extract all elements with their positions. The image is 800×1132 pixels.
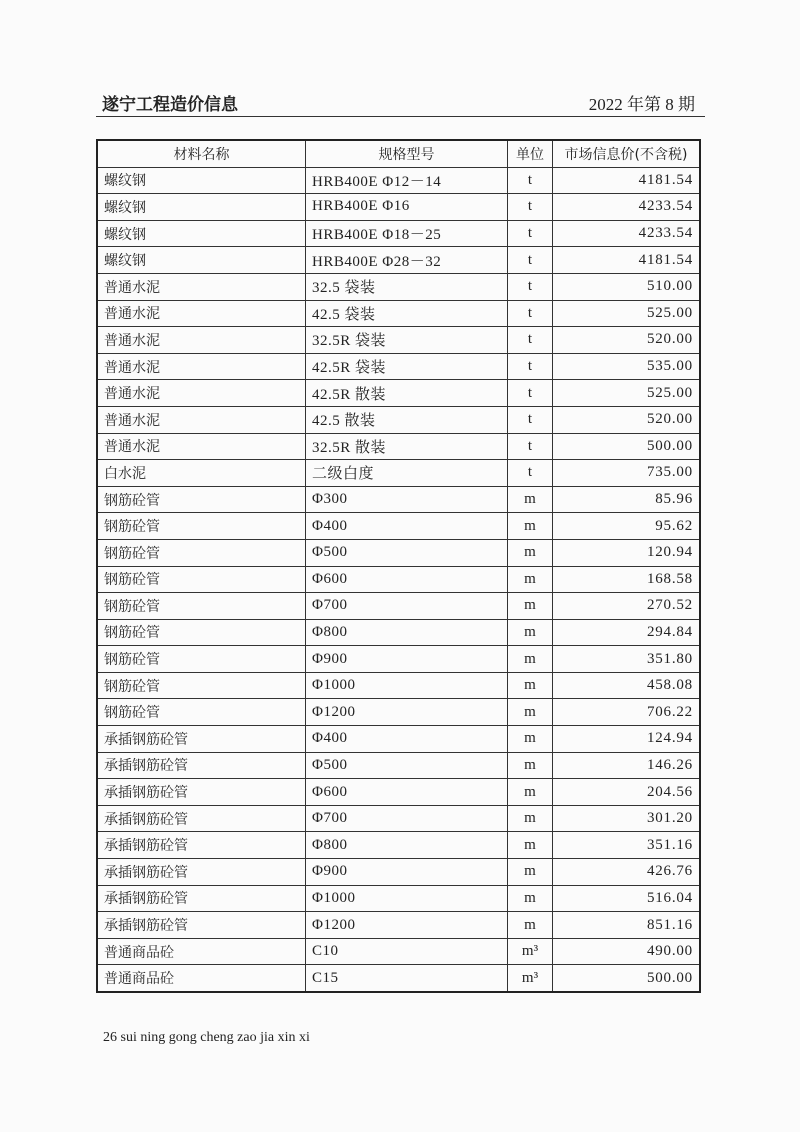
material-name-cell: 普通商品砼 [97, 938, 306, 965]
table-row [97, 832, 700, 859]
table-row [97, 779, 700, 806]
unit-cell: m [508, 859, 553, 886]
material-name-cell: 钢筋砼管 [97, 672, 306, 699]
material-name-cell: 钢筋砼管 [97, 513, 306, 540]
table-row [97, 539, 700, 566]
price-cell: 85.96 [553, 486, 701, 513]
table-row [97, 593, 700, 620]
table-row [97, 566, 700, 593]
specification-cell: Φ1000 [306, 672, 508, 699]
price-cell: 146.26 [553, 752, 701, 779]
unit-cell: m [508, 752, 553, 779]
material-name-cell: 钢筋砼管 [97, 593, 306, 620]
unit-cell: m [508, 726, 553, 753]
unit-cell: t [508, 167, 553, 194]
specification-cell: Φ500 [306, 752, 508, 779]
price-cell: 500.00 [553, 965, 701, 992]
material-name-cell: 承插钢筋砼管 [97, 779, 306, 806]
material-price-table [96, 139, 701, 993]
unit-cell: m [508, 779, 553, 806]
specification-cell: Φ500 [306, 539, 508, 566]
table-row [97, 672, 700, 699]
specification-cell: 32.5R 散装 [306, 433, 508, 460]
table-header [97, 140, 700, 167]
material-name-cell: 承插钢筋砼管 [97, 859, 306, 886]
table-row [97, 938, 700, 965]
material-name-cell: 承插钢筋砼管 [97, 885, 306, 912]
material-name-cell: 螺纹钢 [97, 247, 306, 274]
unit-cell: t [508, 273, 553, 300]
price-cell: 4181.54 [553, 167, 701, 194]
unit-cell: t [508, 220, 553, 247]
material-name-cell: 钢筋砼管 [97, 486, 306, 513]
specification-cell: Φ1200 [306, 699, 508, 726]
material-name-cell: 白水泥 [97, 460, 306, 487]
material-name-cell: 钢筋砼管 [97, 619, 306, 646]
table-row [97, 699, 700, 726]
specification-cell: 42.5 散装 [306, 406, 508, 433]
price-cell: 500.00 [553, 433, 701, 460]
unit-cell: m [508, 699, 553, 726]
unit-cell: t [508, 460, 553, 487]
specification-cell: 42.5R 袋装 [306, 353, 508, 380]
price-cell: 351.80 [553, 646, 701, 673]
unit-cell: m [508, 912, 553, 939]
page-footer: 26 sui ning gong cheng zao jia xin xi [103, 1030, 310, 1045]
table-row [97, 380, 700, 407]
specification-cell: HRB400E Φ18－25 [306, 220, 508, 247]
table-row [97, 885, 700, 912]
table-row [97, 912, 700, 939]
price-cell: 706.22 [553, 699, 701, 726]
table-row [97, 327, 700, 354]
specification-cell: Φ400 [306, 726, 508, 753]
specification-cell: Φ800 [306, 832, 508, 859]
material-name-cell: 普通水泥 [97, 327, 306, 354]
unit-cell: t [508, 194, 553, 221]
unit-cell: m [508, 566, 553, 593]
table-row [97, 433, 700, 460]
table-row [97, 752, 700, 779]
column-header-material-name: 材料名称 [97, 140, 306, 167]
table-row [97, 247, 700, 274]
price-cell: 520.00 [553, 327, 701, 354]
unit-cell: m [508, 486, 553, 513]
specification-cell: Φ600 [306, 566, 508, 593]
table-row [97, 406, 700, 433]
material-name-cell: 承插钢筋砼管 [97, 726, 306, 753]
unit-cell: m [508, 805, 553, 832]
price-cell: 520.00 [553, 406, 701, 433]
table-row [97, 353, 700, 380]
table-row [97, 726, 700, 753]
header-divider [96, 116, 705, 117]
unit-cell: m [508, 539, 553, 566]
material-name-cell: 承插钢筋砼管 [97, 805, 306, 832]
unit-cell: t [508, 433, 553, 460]
publication-title: 遂宁工程造价信息 [102, 95, 238, 115]
unit-cell: t [508, 353, 553, 380]
specification-cell: Φ300 [306, 486, 508, 513]
unit-cell: m [508, 672, 553, 699]
price-cell: 510.00 [553, 273, 701, 300]
unit-cell: t [508, 406, 553, 433]
column-header-price: 市场信息价(不含税) [553, 140, 701, 167]
price-cell: 851.16 [553, 912, 701, 939]
material-name-cell: 钢筋砼管 [97, 699, 306, 726]
price-cell: 4233.54 [553, 220, 701, 247]
price-cell: 270.52 [553, 593, 701, 620]
material-name-cell: 普通水泥 [97, 433, 306, 460]
specification-cell: Φ1000 [306, 885, 508, 912]
material-name-cell: 普通水泥 [97, 406, 306, 433]
price-cell: 535.00 [553, 353, 701, 380]
price-cell: 95.62 [553, 513, 701, 540]
unit-cell: m³ [508, 938, 553, 965]
specification-cell: Φ800 [306, 619, 508, 646]
specification-cell: Φ900 [306, 646, 508, 673]
specification-cell: 二级白度 [306, 460, 508, 487]
unit-cell: m [508, 885, 553, 912]
specification-cell: Φ700 [306, 805, 508, 832]
unit-cell: m³ [508, 965, 553, 992]
price-cell: 516.04 [553, 885, 701, 912]
specification-cell: Φ600 [306, 779, 508, 806]
column-header-specification: 规格型号 [306, 140, 508, 167]
specification-cell: Φ400 [306, 513, 508, 540]
specification-cell: 32.5 袋装 [306, 273, 508, 300]
specification-cell: HRB400E Φ12－14 [306, 167, 508, 194]
unit-cell: t [508, 247, 553, 274]
price-cell: 426.76 [553, 859, 701, 886]
material-name-cell: 普通水泥 [97, 353, 306, 380]
unit-cell: m [508, 593, 553, 620]
specification-cell: Φ700 [306, 593, 508, 620]
table-row [97, 646, 700, 673]
material-name-cell: 钢筋砼管 [97, 566, 306, 593]
price-cell: 120.94 [553, 539, 701, 566]
specification-cell: 42.5 袋装 [306, 300, 508, 327]
table-row [97, 965, 700, 992]
price-cell: 301.20 [553, 805, 701, 832]
unit-cell: m [508, 619, 553, 646]
price-cell: 204.56 [553, 779, 701, 806]
table-row [97, 273, 700, 300]
material-name-cell: 承插钢筋砼管 [97, 752, 306, 779]
unit-cell: t [508, 380, 553, 407]
table-row [97, 194, 700, 221]
price-cell: 735.00 [553, 460, 701, 487]
table-row [97, 220, 700, 247]
column-header-unit: 单位 [508, 140, 553, 167]
material-name-cell: 普通水泥 [97, 300, 306, 327]
material-name-cell: 螺纹钢 [97, 167, 306, 194]
price-cell: 490.00 [553, 938, 701, 965]
specification-cell: 32.5R 袋装 [306, 327, 508, 354]
price-cell: 525.00 [553, 380, 701, 407]
table-row [97, 300, 700, 327]
material-name-cell: 普通水泥 [97, 380, 306, 407]
specification-cell: C15 [306, 965, 508, 992]
price-cell: 124.94 [553, 726, 701, 753]
price-cell: 294.84 [553, 619, 701, 646]
material-name-cell: 螺纹钢 [97, 220, 306, 247]
table-row [97, 619, 700, 646]
price-cell: 4181.54 [553, 247, 701, 274]
material-name-cell: 承插钢筋砼管 [97, 832, 306, 859]
material-name-cell: 钢筋砼管 [97, 646, 306, 673]
table-row [97, 460, 700, 487]
material-name-cell: 普通水泥 [97, 273, 306, 300]
material-name-cell: 普通商品砼 [97, 965, 306, 992]
material-name-cell: 钢筋砼管 [97, 539, 306, 566]
price-cell: 168.58 [553, 566, 701, 593]
header-row [97, 140, 700, 167]
issue-label: 2022 年第 8 期 [588, 95, 695, 114]
specification-cell: Φ900 [306, 859, 508, 886]
specification-cell: Φ1200 [306, 912, 508, 939]
table-row [97, 513, 700, 540]
unit-cell: t [508, 327, 553, 354]
specification-cell: 42.5R 散装 [306, 380, 508, 407]
specification-cell: HRB400E Φ16 [306, 194, 508, 221]
material-name-cell: 螺纹钢 [97, 194, 306, 221]
unit-cell: m [508, 832, 553, 859]
table-row [97, 167, 700, 194]
price-cell: 458.08 [553, 672, 701, 699]
price-cell: 351.16 [553, 832, 701, 859]
table-body [97, 167, 700, 992]
specification-cell: C10 [306, 938, 508, 965]
unit-cell: m [508, 513, 553, 540]
table-row [97, 805, 700, 832]
unit-cell: m [508, 646, 553, 673]
price-cell: 4233.54 [553, 194, 701, 221]
unit-cell: t [508, 300, 553, 327]
table-row [97, 486, 700, 513]
price-cell: 525.00 [553, 300, 701, 327]
specification-cell: HRB400E Φ28－32 [306, 247, 508, 274]
material-name-cell: 承插钢筋砼管 [97, 912, 306, 939]
table-row [97, 859, 700, 886]
